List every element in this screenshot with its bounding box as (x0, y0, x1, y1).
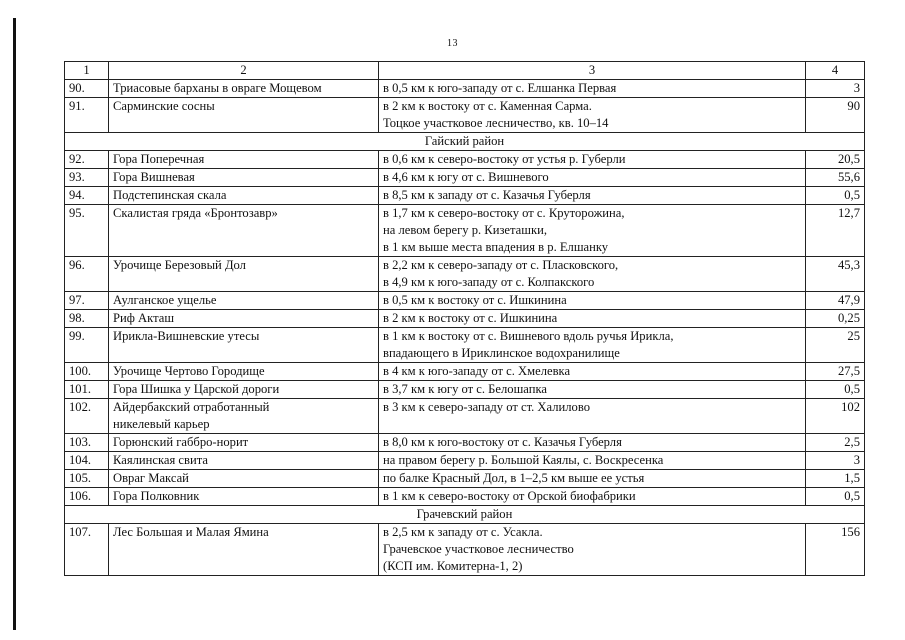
site-location (379, 399, 806, 434)
site-location-line: в 1,7 км к северо-востоку от с. Круторожина, (383, 206, 625, 220)
site-location-line: в 8,0 км к юго-востоку от с. Казачья Губерля (383, 435, 622, 449)
site-name (109, 151, 379, 169)
table-row (65, 381, 865, 399)
row-number: 102. (65, 399, 109, 434)
site-area: 2,5 (806, 434, 865, 452)
district-header-row (65, 506, 865, 524)
row-number: 106. (65, 488, 109, 506)
table-row (65, 151, 865, 169)
site-name-line: Сарминские сосны (113, 99, 215, 113)
site-location (379, 452, 806, 470)
table-row (65, 257, 865, 292)
site-location-line: в 1 км выше места впадения в р. Елшанку (383, 240, 609, 254)
column-header: 4 (806, 62, 865, 80)
site-location (379, 381, 806, 399)
page-number: 13 (447, 38, 458, 49)
site-name-line: Скалистая гряда «Бронтозавр» (113, 206, 278, 220)
site-location-line: на левом берегу р. Кизеташки, (383, 223, 547, 237)
site-name (109, 328, 379, 363)
site-name (109, 292, 379, 310)
site-area: 45,3 (806, 257, 865, 292)
site-location-line: в 2 км к востоку от с. Ишкинина (383, 311, 558, 325)
site-location-line: по балке Красный Дол, в 1–2,5 км выше ее устья (383, 471, 645, 485)
site-name-line: Айдербакский отработанный (113, 400, 270, 414)
row-number: 90. (65, 80, 109, 98)
site-name-line: Гора Полковник (113, 489, 200, 503)
table-row (65, 169, 865, 187)
row-number: 92. (65, 151, 109, 169)
site-area: 3 (806, 452, 865, 470)
site-location-line: (КСП им. Комитерна-1, 2) (383, 559, 523, 573)
site-name (109, 381, 379, 399)
table-row (65, 310, 865, 328)
site-location-line: в 0,5 км к юго-западу от с. Елшанка Первая (383, 81, 617, 95)
binding-edge-line (13, 18, 16, 630)
district-header-row (65, 133, 865, 151)
site-area: 47,9 (806, 292, 865, 310)
site-area: 3 (806, 80, 865, 98)
site-name-line: Ирикла-Вишневские утесы (113, 329, 260, 343)
site-location-line: в 3 км к северо-западу от ст. Халилово (383, 400, 590, 414)
row-number: 101. (65, 381, 109, 399)
site-area: 0,25 (806, 310, 865, 328)
site-name (109, 80, 379, 98)
site-name (109, 363, 379, 381)
site-name-line: Лес Большая и Малая Ямина (113, 525, 269, 539)
table-row (65, 470, 865, 488)
site-location (379, 488, 806, 506)
row-number: 103. (65, 434, 109, 452)
row-number: 94. (65, 187, 109, 205)
table-row (65, 488, 865, 506)
row-number: 96. (65, 257, 109, 292)
site-location (379, 257, 806, 292)
site-location (379, 205, 806, 257)
site-name-line: Триасовые барханы в овраге Мощевом (113, 81, 322, 95)
row-number: 105. (65, 470, 109, 488)
site-location-line: в 1 км к северо-востоку от Орской биофабрики (383, 489, 636, 503)
protected-sites-table (64, 61, 865, 576)
row-number: 93. (65, 169, 109, 187)
district-name: Гайский район (65, 133, 865, 151)
site-area: 12,7 (806, 205, 865, 257)
site-name-line: никелевый карьер (113, 417, 210, 431)
site-location-line: в 2,2 км к северо-западу от с. Пласковского, (383, 258, 619, 272)
table-row (65, 80, 865, 98)
site-name-line: Аулганское ущелье (113, 293, 217, 307)
site-location-line: в 8,5 км к западу от с. Казачья Губерля (383, 188, 591, 202)
site-location (379, 434, 806, 452)
site-name (109, 399, 379, 434)
site-name (109, 452, 379, 470)
table-header-row (65, 62, 865, 80)
site-area: 156 (806, 524, 865, 576)
site-location (379, 80, 806, 98)
site-location-line: в 0,6 км к северо-востоку от устья р. Губерли (383, 152, 626, 166)
site-location-line: Тоцкое участковое лесничество, кв. 10–14 (383, 116, 609, 130)
table-row (65, 434, 865, 452)
district-name: Грачевский район (65, 506, 865, 524)
site-name-line: Риф Акташ (113, 311, 175, 325)
site-location (379, 524, 806, 576)
table-row (65, 452, 865, 470)
site-name (109, 470, 379, 488)
site-location-line: в 0,5 км к востоку от с. Ишкинина (383, 293, 567, 307)
site-location (379, 310, 806, 328)
site-location-line: впадающего в Ириклинское водохранилище (383, 346, 620, 360)
site-area: 1,5 (806, 470, 865, 488)
site-location (379, 151, 806, 169)
row-number: 97. (65, 292, 109, 310)
site-name-line: Гора Поперечная (113, 152, 205, 166)
site-location-line: Грачевское участковое лесничество (383, 542, 574, 556)
table-row (65, 328, 865, 363)
column-header: 1 (65, 62, 109, 80)
site-location-line: на правом берегу р. Большой Каялы, с. Воскресенка (383, 453, 664, 467)
site-area: 0,5 (806, 488, 865, 506)
site-name-line: Овраг Максай (113, 471, 189, 485)
site-location (379, 363, 806, 381)
site-name (109, 488, 379, 506)
column-header: 2 (109, 62, 379, 80)
row-number: 95. (65, 205, 109, 257)
site-name-line: Урочище Чертово Городище (113, 364, 265, 378)
site-name-line: Горюнский габбро-норит (113, 435, 249, 449)
site-location (379, 470, 806, 488)
site-location (379, 169, 806, 187)
row-number: 91. (65, 98, 109, 133)
site-name (109, 187, 379, 205)
site-location-line: в 3,7 км к югу от с. Белошапка (383, 382, 547, 396)
site-location-line: в 1 км к востоку от с. Вишневого вдоль ручья Ирикла, (383, 329, 674, 343)
site-area: 102 (806, 399, 865, 434)
table-row (65, 399, 865, 434)
site-location-line: в 4,9 км к юго-западу от с. Колпакского (383, 275, 595, 289)
site-location (379, 292, 806, 310)
site-location-line: в 2,5 км к западу от с. Усакла. (383, 525, 543, 539)
site-name (109, 257, 379, 292)
site-name (109, 205, 379, 257)
row-number: 99. (65, 328, 109, 363)
site-name-line: Гора Вишневая (113, 170, 195, 184)
table-row (65, 524, 865, 576)
site-area: 20,5 (806, 151, 865, 169)
site-name-line: Гора Шишка у Царской дороги (113, 382, 280, 396)
site-name (109, 310, 379, 328)
table-row (65, 187, 865, 205)
column-header: 3 (379, 62, 806, 80)
row-number: 100. (65, 363, 109, 381)
site-area: 27,5 (806, 363, 865, 381)
site-name (109, 169, 379, 187)
table-row (65, 98, 865, 133)
site-name (109, 98, 379, 133)
site-area: 0,5 (806, 381, 865, 399)
site-location (379, 98, 806, 133)
site-location (379, 328, 806, 363)
site-name-line: Каялинская свита (113, 453, 208, 467)
site-name-line: Урочище Березовый Дол (113, 258, 246, 272)
site-area: 90 (806, 98, 865, 133)
table-row (65, 292, 865, 310)
site-location-line: в 2 км к востоку от с. Каменная Сарма. (383, 99, 592, 113)
site-location (379, 187, 806, 205)
site-area: 25 (806, 328, 865, 363)
site-name-line: Подстепинская скала (113, 188, 227, 202)
site-location-line: в 4,6 км к югу от с. Вишневого (383, 170, 549, 184)
site-name (109, 434, 379, 452)
site-name (109, 524, 379, 576)
row-number: 104. (65, 452, 109, 470)
site-area: 0,5 (806, 187, 865, 205)
table-row (65, 363, 865, 381)
site-location-line: в 4 км к юго-западу от с. Хмелевка (383, 364, 571, 378)
table-row (65, 205, 865, 257)
row-number: 98. (65, 310, 109, 328)
row-number: 107. (65, 524, 109, 576)
site-area: 55,6 (806, 169, 865, 187)
table-body (65, 62, 865, 576)
